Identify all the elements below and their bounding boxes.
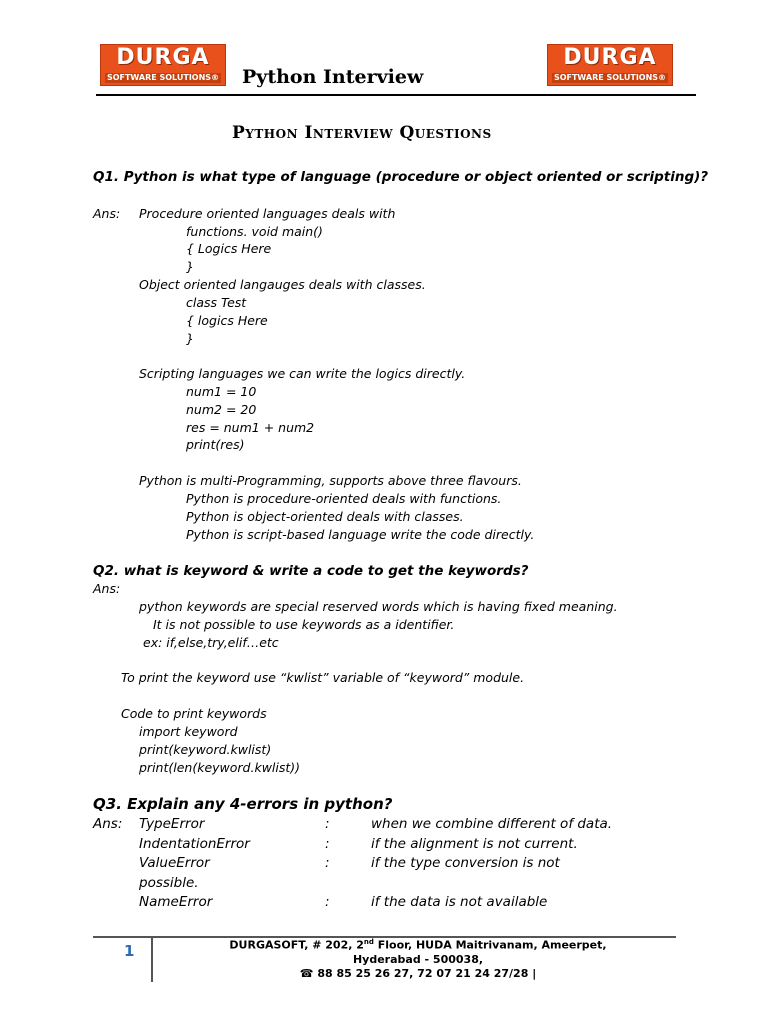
q1-ans-label: Ans: — [93, 206, 121, 221]
q3-question: Q3. Explain any 4-errors in python? — [93, 795, 393, 813]
q1-line: Python is script-based language write the code directly. — [186, 527, 535, 542]
q1-line: num2 = 20 — [186, 402, 257, 417]
q1-line: class Test — [186, 295, 247, 310]
q2-line: import keyword — [139, 724, 238, 739]
page-number: 1 — [124, 942, 135, 960]
q1-line: Python is multi-Programming, supports above three flavours. — [139, 473, 522, 488]
doc-title: Python Interview Questions — [232, 123, 492, 143]
error-name: ValueError — [139, 855, 210, 871]
q1-line: Python is procedure-oriented deals with functions. — [186, 491, 502, 506]
logo-left-wordmark: DURGA — [116, 45, 210, 70]
q1-line: print(res) — [186, 437, 245, 452]
header-rule — [96, 94, 696, 96]
q1-line: Scripting languages we can write the logics directly. — [139, 366, 466, 381]
footer-address-line2: Hyderabad - 500038, — [352, 953, 484, 966]
footer-divider — [151, 938, 153, 982]
error-separator: : — [325, 855, 330, 871]
error-name: IndentationError — [139, 836, 250, 852]
footer-phone-line: ☎ 88 85 25 26 27, 72 07 21 24 27/28 | — [299, 967, 537, 980]
error-name: TypeError — [139, 816, 205, 832]
q2-line: ex: if,else,try,elif…etc — [143, 635, 279, 650]
q2-line: print(keyword.kwlist) — [139, 742, 272, 757]
error-description-wrap: possible. — [139, 875, 199, 891]
error-name: NameError — [139, 894, 213, 910]
q1-line: Procedure oriented languages deals with — [139, 206, 396, 221]
q2-question: Q2. what is keyword & write a code to get the keywords? — [93, 563, 529, 579]
error-separator: : — [325, 816, 330, 832]
q2-line: print(len(keyword.kwlist)) — [139, 760, 301, 775]
q2-line: Code to print keywords — [121, 706, 267, 721]
logo-left-tagline: SOFTWARE SOLUTIONS® — [106, 73, 220, 82]
q1-line: Python is object-oriented deals with classes. — [186, 509, 464, 524]
error-separator: : — [325, 894, 330, 910]
footer-address-part: DURGASOFT, # 202, 2 — [229, 938, 364, 952]
q1-line: res = num1 + num2 — [186, 420, 315, 435]
q1-line: } — [186, 259, 194, 274]
q1-line: { Logics Here — [186, 241, 272, 256]
error-description: if the data is not available — [371, 894, 548, 910]
q3-ans-label: Ans: — [93, 816, 123, 832]
error-description: when we combine different of data. — [371, 816, 613, 832]
error-description: if the alignment is not current. — [371, 836, 578, 852]
q1-line: Object oriented langauges deals with classes. — [139, 277, 426, 292]
q1-line: } — [186, 331, 194, 346]
footer-address-line1 — [160, 938, 676, 952]
q2-line: It is not possible to use keywords as a identifier. — [153, 617, 455, 632]
q2-ans-label: Ans: — [93, 581, 121, 596]
durga-logo-right — [547, 44, 673, 86]
logo-right-wordmark: DURGA — [563, 45, 657, 70]
q2-line: python keywords are special reserved words which is having fixed meaning. — [139, 599, 618, 614]
footer-address-part: Floor, HUDA Maitrivanam, Ameerpet, — [373, 938, 607, 952]
q1-line: num1 = 10 — [186, 384, 257, 399]
q1-line: { logics Here — [186, 313, 268, 328]
footer-superscript: nd — [363, 938, 374, 946]
q1-question: Q1. Python is what type of language (procedure or object oriented or scripting)? — [93, 169, 709, 185]
error-description: if the type conversion is not — [371, 855, 560, 871]
header-title: Python Interview — [242, 66, 424, 88]
durga-logo-left — [100, 44, 226, 86]
logo-right-tagline: SOFTWARE SOLUTIONS® — [553, 73, 667, 82]
q2-line: To print the keyword use “kwlist” variable of “keyword” module. — [121, 670, 525, 685]
error-separator: : — [325, 836, 330, 852]
q1-line: functions. void main() — [186, 224, 323, 239]
